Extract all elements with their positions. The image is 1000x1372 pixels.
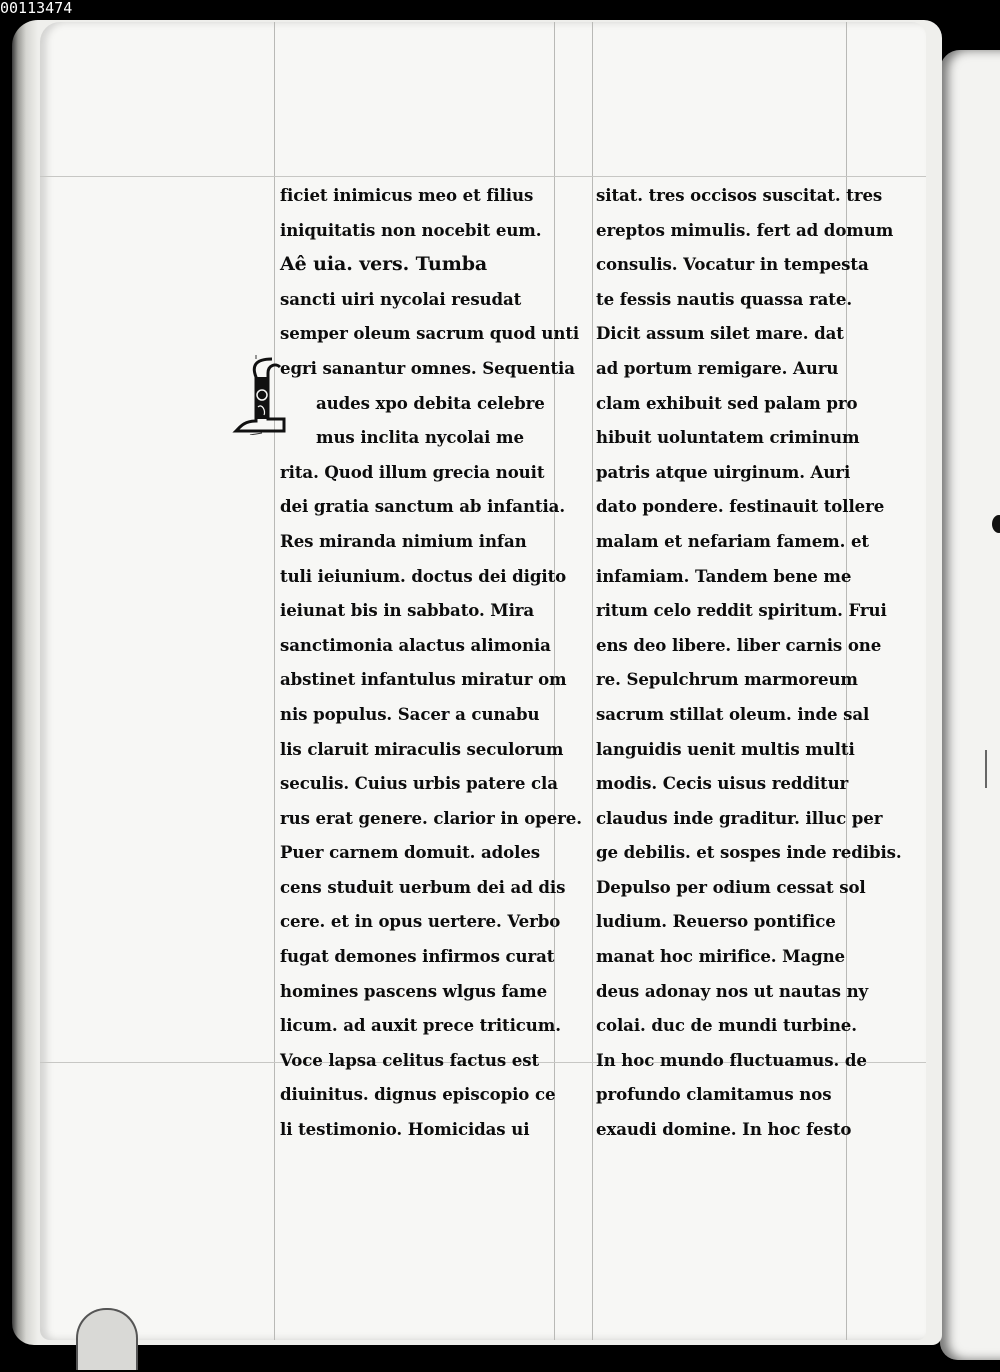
manuscript-line: claudus inde graditur. illuc per (596, 807, 883, 828)
manuscript-line: seculis. Cuius urbis patere cla (280, 773, 558, 794)
manuscript-line: ge debilis. et sospes inde redibis. (596, 842, 902, 863)
manuscript-line: infamiam. Tandem bene me (596, 565, 852, 586)
ruling-horizontal-line (40, 176, 926, 177)
ink-mark (992, 515, 1000, 533)
manuscript-line: sanctimonia alactus alimonia (280, 634, 551, 655)
facing-page-edge (940, 50, 1000, 1360)
manuscript-line: semper oleum sacrum quod unti (280, 323, 580, 344)
manuscript-line: dei gratia sanctum ab infantia. (280, 496, 566, 517)
text-column-right (596, 178, 902, 1147)
manuscript-line: cens studuit uerbum dei ad dis (280, 876, 566, 897)
manuscript-line: sacrum stillat oleum. inde sal (596, 703, 870, 724)
manuscript-line: ens deo libere. liber carnis one (596, 634, 882, 655)
manuscript-line: In hoc mundo fluctuamus. de (596, 1049, 867, 1070)
manuscript-line: Aê uia. vers. Tumba (280, 253, 488, 276)
manuscript-line: abstinet infantulus miratur om (280, 669, 567, 690)
manuscript-line: rus erat genere. clarior in opere. (280, 807, 582, 828)
manuscript-line: modis. Cecis uisus redditur (596, 773, 849, 794)
manuscript-line: rita. Quod illum grecia nouit (280, 461, 545, 482)
ruling-vertical-line (592, 22, 593, 1340)
manuscript-line: patris atque uirginum. Auri (596, 461, 851, 482)
holding-thumb (76, 1308, 138, 1370)
manuscript-line: ieiunat bis in sabbato. Mira (280, 600, 535, 621)
manuscript-line: ficiet inimicus meo et filius (280, 185, 534, 205)
manuscript-line: re. Sepulchrum marmoreum (596, 669, 858, 690)
manuscript-line: egri sanantur omnes. Sequentia (280, 357, 575, 378)
manuscript-line: li testimonio. Homicidas ui (280, 1119, 530, 1140)
ruling-vertical-line (274, 22, 275, 1340)
manuscript-line: exaudi domine. In hoc festo (596, 1119, 852, 1140)
manuscript-line: ereptos mimulis. fert ad domum (596, 219, 894, 240)
manuscript-line: ad portum remigare. Auru (596, 357, 839, 378)
frame-number-label: 00113474 (0, 0, 73, 17)
manuscript-line: tuli ieiunium. doctus dei digito (280, 565, 567, 586)
manuscript-line: fugat demones infirmos curat (280, 946, 555, 967)
manuscript-line: nis populus. Sacer a cunabu (280, 703, 540, 724)
manuscript-line: Puer carnem domuit. adoles (280, 842, 541, 863)
manuscript-line: clam exhibuit sed palam pro (596, 392, 858, 413)
manuscript-line: licum. ad auxit prece triticum. (280, 1015, 561, 1036)
manuscript-line: languidis uenit multis multi (596, 738, 855, 759)
manuscript-line: malam et nefariam famem. et (596, 530, 869, 551)
text-column-left (280, 178, 582, 1147)
manuscript-line: deus adonay nos ut nautas ny (596, 980, 869, 1001)
manuscript-line: audes xpo debita celebre (316, 392, 545, 413)
manuscript-line: Res miranda nimium infan (280, 530, 527, 551)
manuscript-line: colai. duc de mundi turbine. (596, 1015, 857, 1036)
manuscript-line: te fessis nautis quassa rate. (596, 288, 852, 309)
manuscript-line: ritum celo reddit spiritum. Frui (596, 600, 887, 621)
manuscript-line: dato pondere. festinauit tollere (596, 496, 885, 517)
manuscript-line: manat hoc mirifice. Magne (596, 946, 845, 967)
manuscript-line: Voce lapsa celitus factus est (280, 1049, 540, 1070)
manuscript-line: Depulso per odium cessat sol (596, 876, 866, 897)
manuscript-line: cere. et in opus uertere. Verbo (280, 911, 561, 932)
manuscript-line: sitat. tres occisos suscitat. tres (596, 185, 883, 205)
manuscript-line: Dicit assum silet mare. dat (596, 323, 844, 344)
page-tab (985, 750, 1000, 788)
manuscript-line: lis claruit miraculis seculorum (280, 738, 564, 759)
manuscript-line: diuinitus. dignus episcopio ce (280, 1084, 556, 1105)
manuscript-line: homines pascens wlgus fame (280, 980, 548, 1001)
manuscript-line: iniquitatis non nocebit eum. (280, 219, 542, 240)
manuscript-line: consulis. Vocatur in tempesta (596, 254, 869, 275)
manuscript-line: sancti uiri nycolai resudat (280, 288, 522, 309)
manuscript-line: hibuit uoluntatem criminum (596, 427, 860, 448)
manuscript-line: ludium. Reuerso pontifice (596, 911, 836, 932)
manuscript-line: profundo clamitamus nos (596, 1084, 832, 1105)
manuscript-line: mus inclita nycolai me (316, 427, 524, 448)
